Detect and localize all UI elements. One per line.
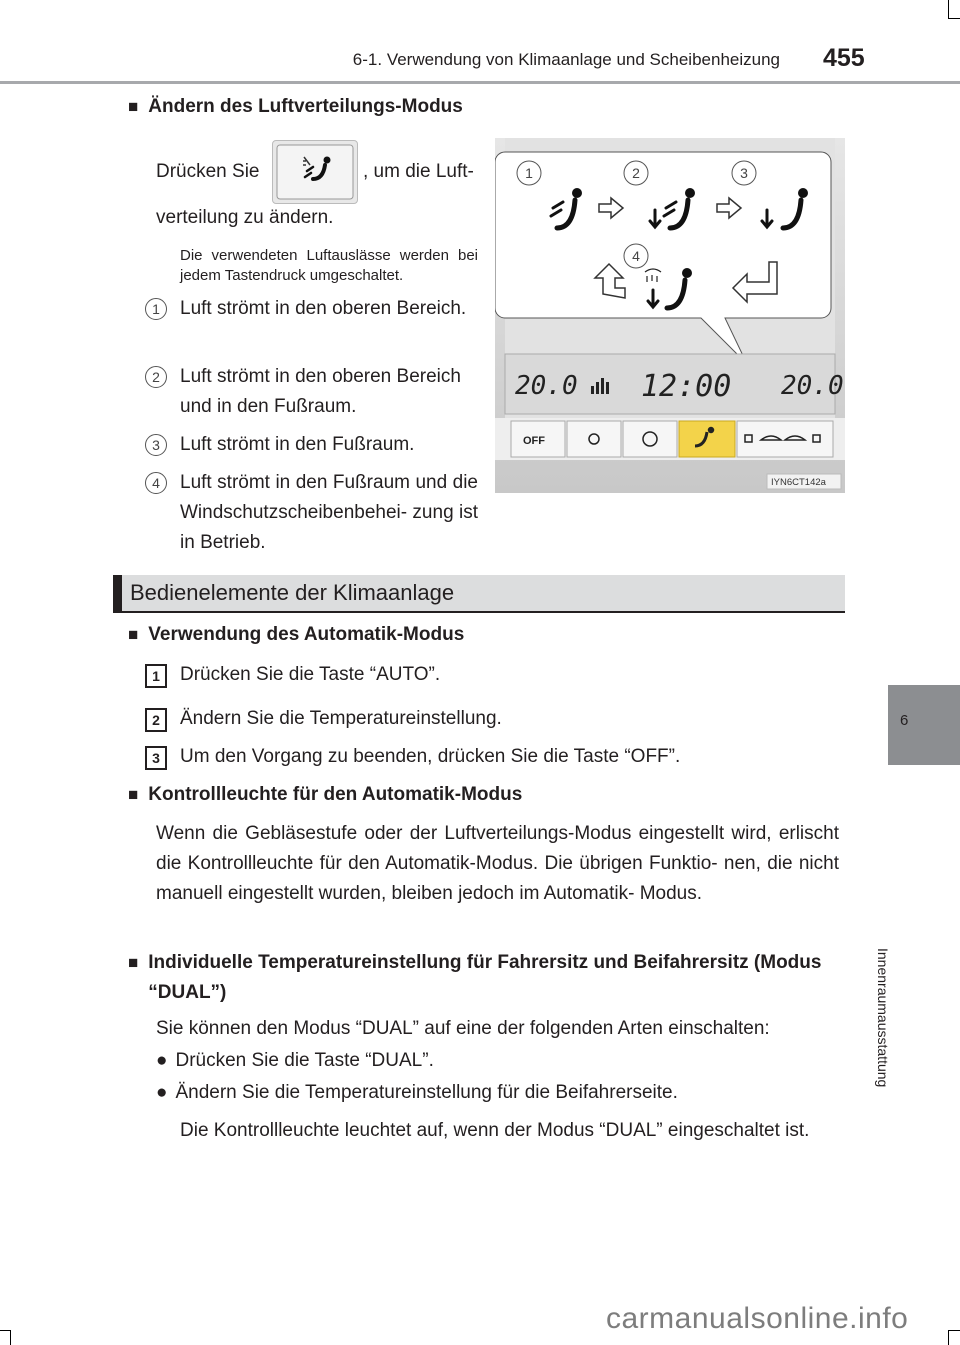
climate-panel-illustration xyxy=(495,138,845,493)
crop-mark xyxy=(948,18,960,19)
crop-mark xyxy=(10,1330,11,1345)
step-number-2: 2 xyxy=(145,708,167,732)
heading-auto-mode xyxy=(128,624,464,646)
heading-dual xyxy=(128,948,839,1008)
square-bullet-icon: ■ xyxy=(128,785,139,804)
display-clock: 12:00 xyxy=(641,369,732,404)
square-bullet-icon: ■ xyxy=(128,953,139,972)
figure-callout-1: 1 xyxy=(525,165,533,181)
heading-text: Individuelle Temperatureinstellung für Fahrersitz und Beifahrersitz (Modus “DUAL”) xyxy=(148,952,822,1003)
figure-code: IYN6CT142a xyxy=(771,477,826,488)
crop-mark xyxy=(0,1330,10,1331)
chapter-number: 6 xyxy=(900,712,909,729)
callout-3: 3 xyxy=(145,434,167,456)
bullet-dot-icon: ● xyxy=(156,1082,168,1103)
step-2: Ändern Sie die Temperatureinstellung. xyxy=(180,708,502,729)
callout-1: 1 xyxy=(145,298,167,320)
airflow-mode-icon xyxy=(273,141,357,203)
header-rule xyxy=(0,81,960,84)
callout-2: 2 xyxy=(145,366,167,388)
instruction-pre: Drücken Sie xyxy=(156,161,260,182)
heading-text: Verwendung des Automatik-Modus xyxy=(148,624,465,645)
crop-mark xyxy=(948,1330,949,1345)
step-number-1: 1 xyxy=(145,664,167,688)
crop-mark xyxy=(948,1330,960,1331)
dual-intro: Sie können den Modus “DUAL” auf eine der folgenden Arten einschalten: xyxy=(156,1018,770,1039)
section-bar-accent xyxy=(113,575,122,612)
running-header-title: 6-1. Verwendung von Klimaanlage und Scheibenheizung xyxy=(352,50,780,69)
chapter-label: Innenraumausstattung xyxy=(875,948,891,1088)
note-text: Die verwendeten Luftauslässe werden bei jedem Tastendruck umgeschaltet. xyxy=(180,247,478,284)
airflow-mode-button-image xyxy=(272,140,358,204)
airflow-item-3: Luft strömt in den Fußraum. xyxy=(180,434,415,455)
chapter-tab xyxy=(888,685,960,765)
step-1: Drücken Sie die Taste “AUTO”. xyxy=(180,664,441,685)
airflow-item-4: Luft strömt in den Fußraum und die Windschutzscheibenbehei- zung ist in Betrieb. xyxy=(180,472,478,553)
display-left-temp: 20.0 xyxy=(515,371,578,401)
square-bullet-icon: ■ xyxy=(128,97,139,116)
section-heading-airflow xyxy=(128,96,463,118)
square-bullet-icon: ■ xyxy=(128,625,139,644)
airflow-item-1: Luft strömt in den oberen Bereich. xyxy=(180,298,467,319)
bullet-text: Ändern Sie die Temperatureinstellung für die Beifahrerseite. xyxy=(175,1082,678,1103)
section-bar-underline xyxy=(113,611,845,613)
dual-bullet-1 xyxy=(156,1046,434,1076)
crop-mark xyxy=(948,0,949,18)
dual-note: Die Kontrollleuchte leuchtet auf, wenn der Modus “DUAL” eingeschaltet ist. xyxy=(180,1120,810,1141)
callout-4: 4 xyxy=(145,472,167,494)
dual-bullet-2 xyxy=(156,1078,678,1108)
step-number-3: 3 xyxy=(145,746,167,770)
heading-text: Ändern des Luftverteilungs-Modus xyxy=(148,96,463,117)
heading-text: Kontrollleuchte für den Automatik-Modus xyxy=(148,784,523,805)
off-button-label: OFF xyxy=(523,435,545,447)
figure-callout-4: 4 xyxy=(632,248,640,264)
bullet-dot-icon: ● xyxy=(156,1050,168,1071)
instruction-line2: verteilung zu ändern. xyxy=(156,207,334,228)
watermark: carmanualsonline.info xyxy=(606,1302,909,1335)
indicator-text: Wenn die Gebläsestufe oder der Luftverteilungs-Modus eingestellt wird, erlischt die Kontrollleuchte für den Automatik-Modus. Die übrigen Funktio- nen, die nicht manuell eingestellt wurden, bleiben jedoch im Automatik- Modus. xyxy=(156,823,839,904)
figure-callout-3: 3 xyxy=(740,165,748,181)
airflow-item-2: Luft strömt in den oberen Bereich und in den Fußraum. xyxy=(180,366,461,417)
heading-indicator xyxy=(128,784,522,806)
display-right-temp: 20.0 xyxy=(781,371,844,401)
section-title: Bedienelemente der Klimaanlage xyxy=(130,580,455,605)
instruction-post: , um die Luft- xyxy=(363,161,474,182)
figure-callout-2: 2 xyxy=(632,165,640,181)
step-3: Um den Vorgang zu beenden, drücken Sie die Taste “OFF”. xyxy=(180,746,681,767)
bullet-text: Drücken Sie die Taste “DUAL”. xyxy=(175,1050,434,1071)
climate-control-figure xyxy=(495,138,845,493)
page-number: 455 xyxy=(823,44,865,72)
